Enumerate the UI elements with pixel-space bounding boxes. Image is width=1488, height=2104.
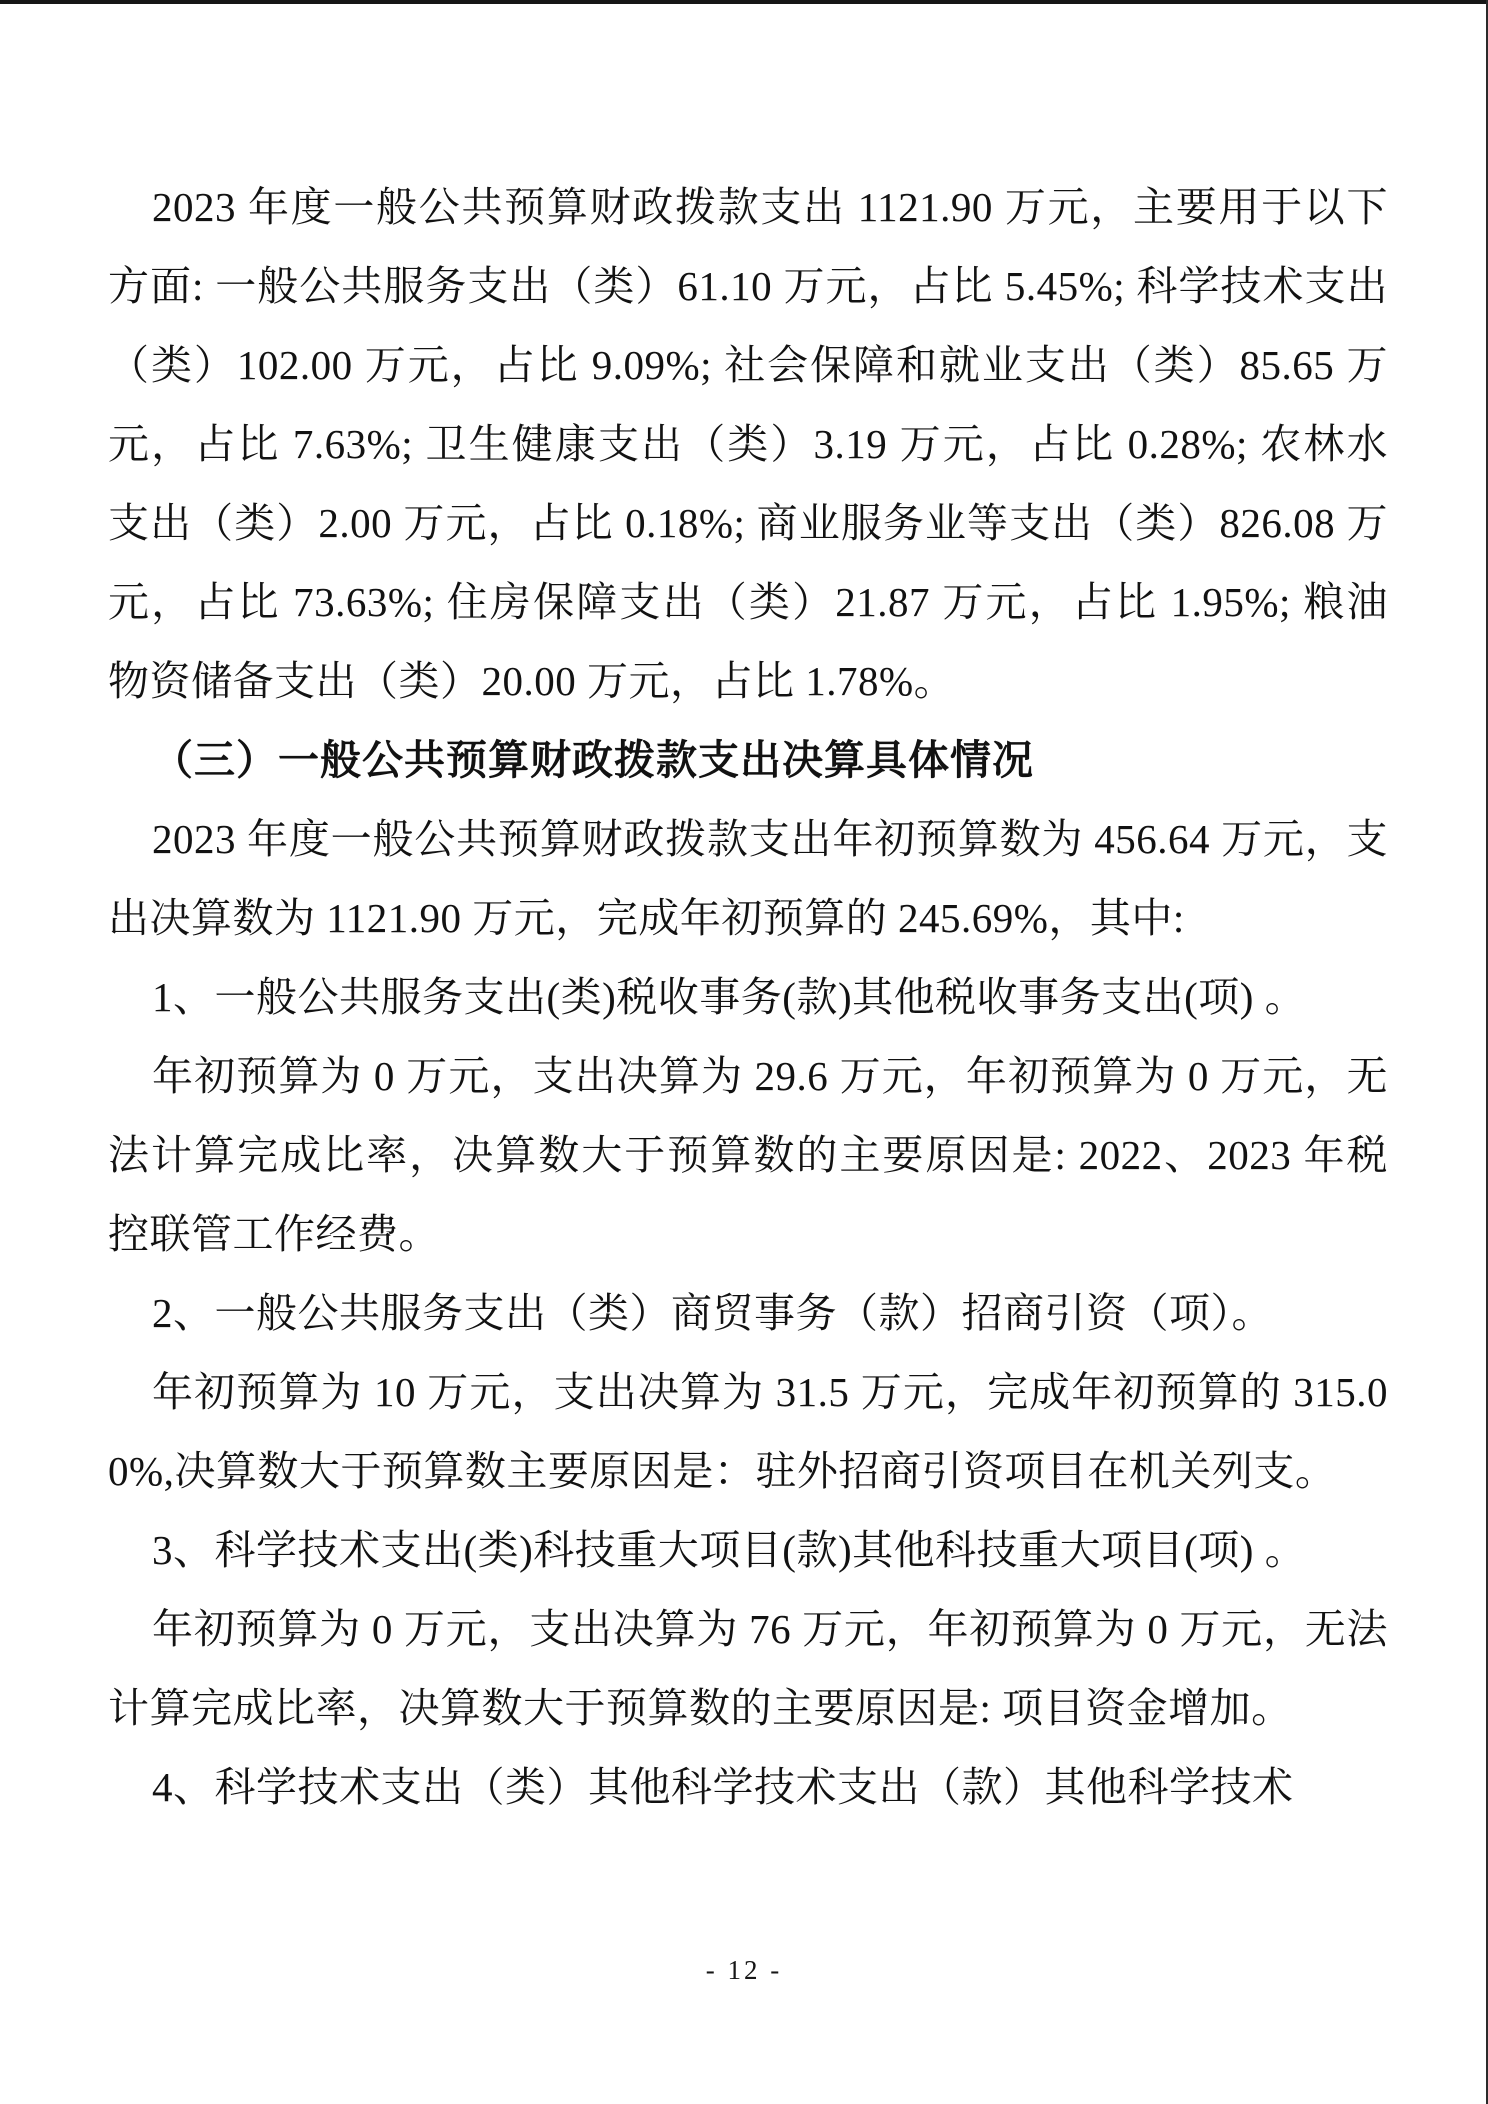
page-number: - 12 - xyxy=(705,1955,783,1985)
paragraph: 1、一般公共服务支出(类)税收事务(款)其他税收事务支出(项) 。 xyxy=(152,974,1307,1020)
page-top-edge xyxy=(0,0,1488,4)
paragraph: 4、科学技术支出（类）其他科学技术支出（款）其他科学技术 xyxy=(152,1764,1294,1810)
paragraph: 2023 年度一般公共预算财政拨款支出 1121.90 万元，主要用于以下方面: 一般公共服务支出（类）61.10 万元，占比 5.45%; 科学技术支出（类）102.00 万元，占比 9.09%; 社会保障和就业支出（类）85.65 万元，占比 7.63%; 卫生健康支出（类）3.19 万元，占比 0.28%; 农林水支出（类）2.00 万元，占比 0.18%; 商业服务业等支出（类）826.08 万元，占比 73.63%; 住房保障支出（类）21.87 万元，占比 1.95%; 粮油物资储备支出（类）20.00 万元，占比 1.78%。 xyxy=(108,184,1388,704)
document-body xyxy=(108,168,1388,1827)
paragraph: 年初预算为 0 万元，支出决算为 29.6 万元，年初预算为 0 万元，无法计算完成比率，决算数大于预算数的主要原因是: 2022、2023 年税控联管工作经费。 xyxy=(108,1053,1388,1257)
paragraph: 2023 年度一般公共预算财政拨款支出年初预算数为 456.64 万元，支出决算数为 1121.90 万元，完成年初预算的 245.69%，其中: xyxy=(108,816,1388,941)
paragraph: 年初预算为 10 万元，支出决算为 31.5 万元，完成年初预算的 315.00%,决算数大于预算数主要原因是：驻外招商引资项目在机关列支。 xyxy=(108,1369,1388,1494)
paragraph: 年初预算为 0 万元，支出决算为 76 万元，年初预算为 0 万元，无法计算完成比率，决算数大于预算数的主要原因是: 项目资金增加。 xyxy=(108,1606,1388,1731)
section-heading: （三）一般公共预算财政拨款支出决算具体情况 xyxy=(152,737,1034,783)
paragraph: 2、一般公共服务支出（类）商贸事务（款）招商引资（项）。 xyxy=(152,1290,1273,1336)
paragraph: 3、科学技术支出(类)科技重大项目(款)其他科技重大项目(项) 。 xyxy=(152,1527,1307,1573)
